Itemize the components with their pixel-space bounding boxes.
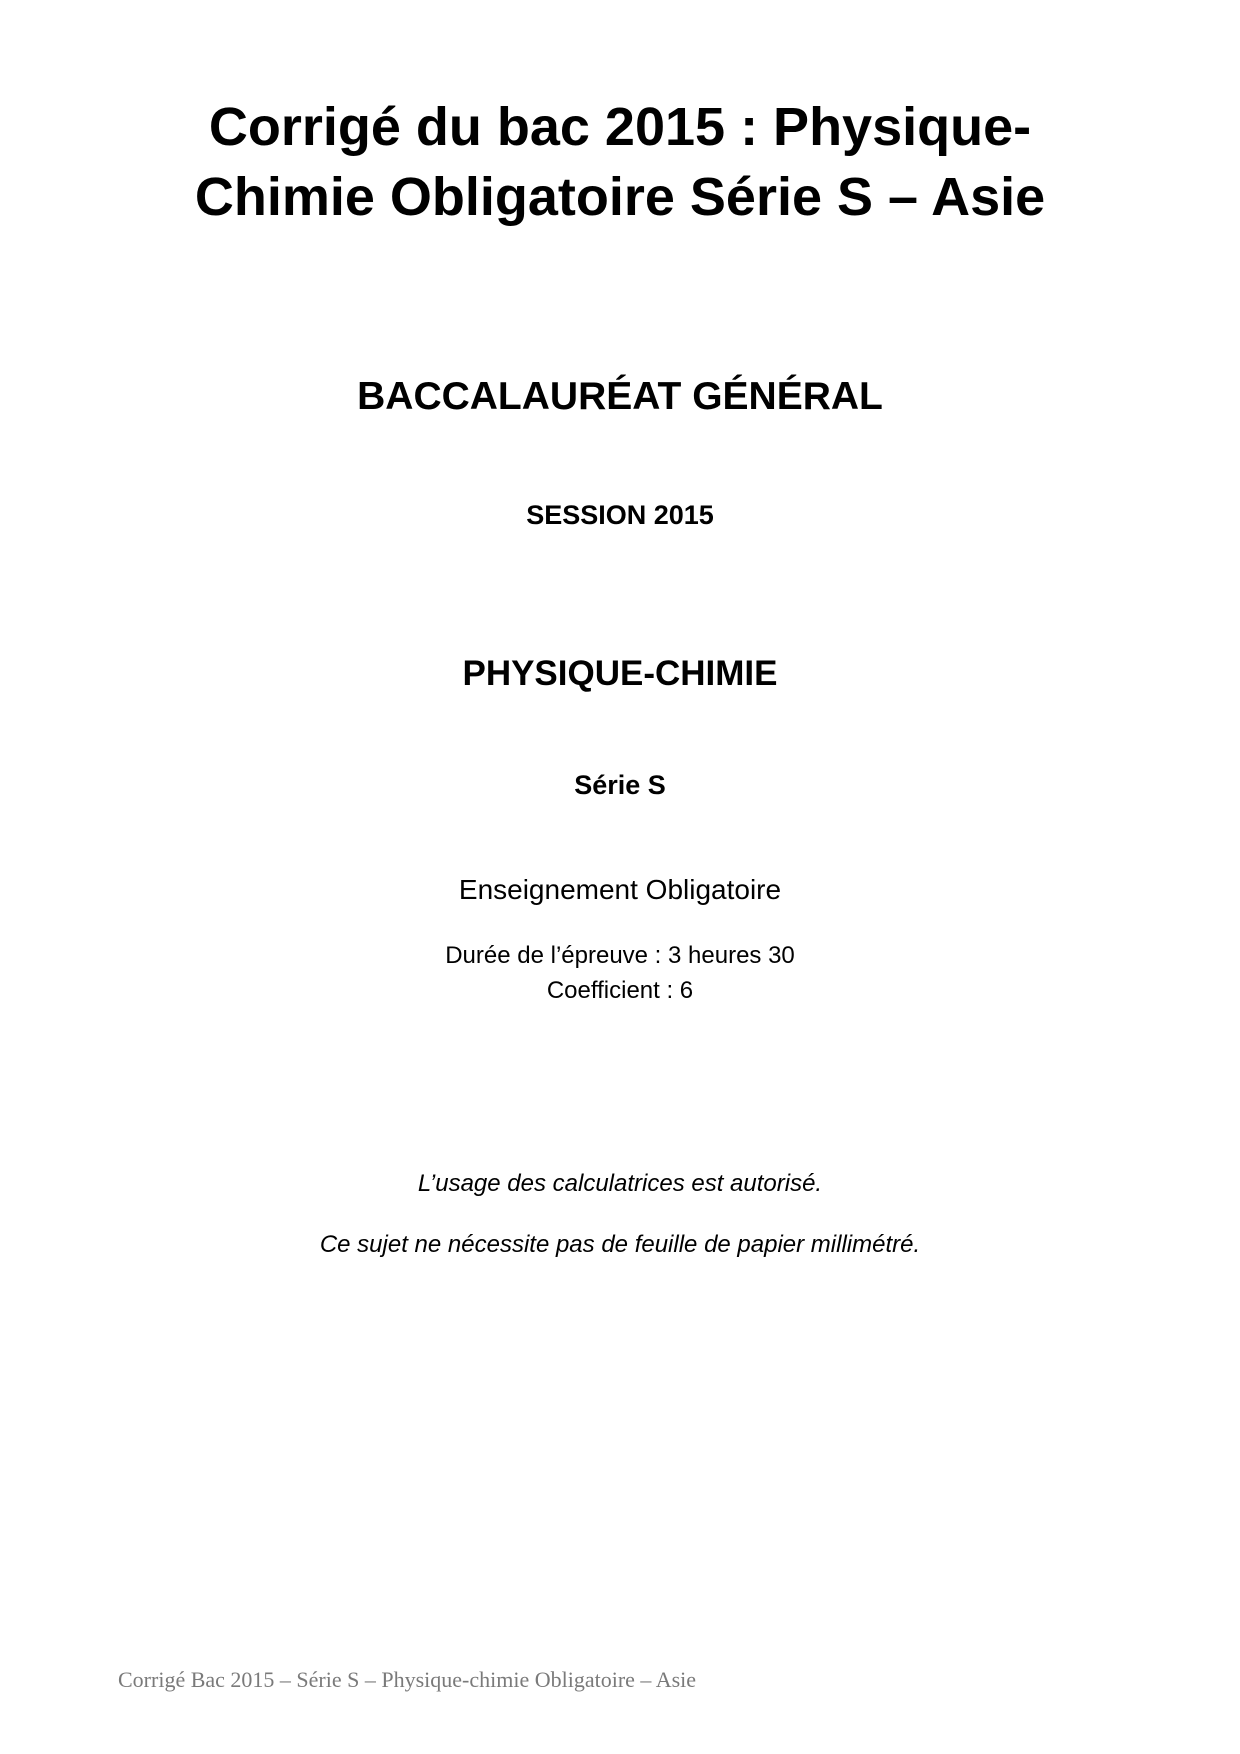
page-footer: Corrigé Bac 2015 – Série S – Physique-chimie Obligatoire – Asie [118, 1667, 697, 1692]
document-title [120, 92, 1120, 232]
graph-paper-note: Ce sujet ne nécessite pas de feuille de papier millimétré. [319, 1231, 921, 1258]
enseignement-label: Enseignement Obligatoire [458, 874, 782, 905]
serie-label: Série S [574, 770, 666, 800]
exam-name: BACCALAURÉAT GÉNÉRAL [357, 375, 883, 418]
subject-label: PHYSIQUE-CHIMIE [462, 654, 778, 693]
title-line-2: Chimie Obligatoire Série S – Asie [194, 167, 1046, 227]
coefficient-label: Coefficient : 6 [546, 977, 694, 1004]
session-label: SESSION 2015 [526, 500, 714, 530]
duration-label: Durée de l’épreuve : 3 heures 30 [445, 942, 795, 969]
calculator-note: L’usage des calculatrices est autorisé. [417, 1170, 823, 1197]
title-line-1: Corrigé du bac 2015 : Physique- [208, 97, 1032, 157]
